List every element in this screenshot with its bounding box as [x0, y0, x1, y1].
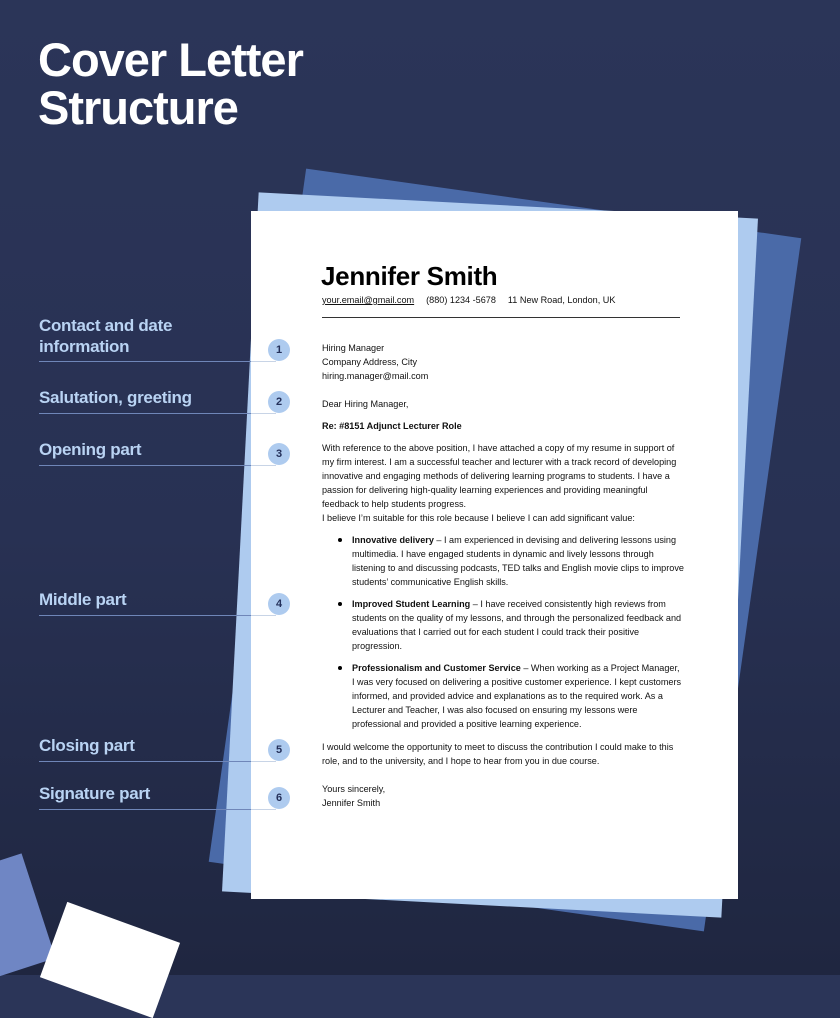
- divider: [39, 465, 251, 466]
- letter-name: Jennifer Smith: [321, 261, 498, 291]
- divider: [39, 361, 251, 362]
- signature: Jennifer Smith: [322, 798, 381, 808]
- phone: (880) 1234 -5678: [426, 295, 496, 305]
- divider: [39, 761, 251, 762]
- header-rule: [322, 317, 680, 318]
- intro-line: I believe I’m suitable for this role because I believe I can add significant value:: [322, 513, 635, 523]
- list-item: [322, 597, 684, 653]
- section-label-closing: Closing part: [39, 736, 135, 755]
- recipient-block: [322, 341, 684, 383]
- recipient-line: Hiring Manager: [322, 343, 385, 353]
- section-label-contact: Contact and date information: [39, 316, 173, 356]
- bullet-title: Professionalism and Customer Service: [352, 663, 521, 673]
- address: 11 New Road, London, UK: [507, 295, 616, 305]
- divider: [251, 361, 276, 362]
- section-label-opening: Opening part: [39, 440, 142, 459]
- closing-paragraph: I would welcome the opportunity to meet to discuss the contribution I could make to this role, and to the university, and I hope to hear from you in due course.: [322, 742, 674, 766]
- bullet-title: Improved Student Learning: [352, 599, 471, 609]
- section-number-badge: 6: [268, 787, 290, 809]
- section-number-badge: 4: [268, 593, 290, 615]
- bullet-title: Innovative delivery: [352, 535, 434, 545]
- bullet-text: – I have received consistently high reviews from students on the quality of my lessons, and through the personalized feedback and evaluations that I carried out for each student I could track their positive progression.: [352, 599, 682, 651]
- recipient-line: hiring.manager@mail.com: [322, 371, 429, 381]
- recipient-line: Company Address, City: [322, 357, 418, 367]
- divider: [39, 413, 251, 414]
- bullet-text: – I am experienced in devising and delivering lessons using multimedia. I have engaged students in dynamic and lively lessons through listening to and discussing podcasts, TED talks and English movie clips to improve students’ communicative English skills.: [352, 535, 684, 587]
- section-number-badge: 3: [268, 443, 290, 465]
- divider: [39, 809, 251, 810]
- divider: [39, 615, 251, 616]
- list-item: [322, 533, 684, 589]
- decorative-note: [40, 902, 180, 1018]
- divider: [251, 413, 276, 414]
- signoff: Yours sincerely,: [322, 784, 386, 794]
- divider: [251, 761, 276, 762]
- divider: [251, 809, 276, 810]
- section-number-badge: 1: [268, 339, 290, 361]
- value-list: [322, 533, 684, 739]
- email-link[interactable]: your.email@gmail.com: [322, 295, 415, 305]
- section-label-signature: Signature part: [39, 784, 151, 803]
- section-number-badge: 2: [268, 391, 290, 413]
- contact-line: [322, 293, 684, 307]
- section-label-middle: Middle part: [39, 590, 127, 609]
- page-title: Cover Letter Structure: [38, 33, 303, 134]
- list-item: [322, 661, 684, 731]
- greeting: Dear Hiring Manager,: [322, 399, 409, 409]
- opening-paragraph: With reference to the above position, I have attached a copy of my resume in support of my firm interest. I am a successful teacher and lecturer with a track record of developing innovative and engaging methods of delivering learning programs to students. I have a passion for delivering high-quality learning experiences and providing meaningful feedback to help students progress.: [322, 443, 677, 509]
- subject-line: Re: #8151 Adjunct Lecturer Role: [322, 421, 462, 431]
- section-number-badge: 5: [268, 739, 290, 761]
- bullet-text: – When working as a Project Manager, I was very focused on delivering a positive customer experience. I kept customers informed, and provided advice and explanations as to the required work. As a Lecturer and Teacher, I was also focused on ensuring my lessons were professional and provided a positive learning experience.: [352, 663, 682, 729]
- section-label-salutation: Salutation, greeting: [39, 388, 192, 407]
- divider: [251, 465, 276, 466]
- divider: [251, 615, 276, 616]
